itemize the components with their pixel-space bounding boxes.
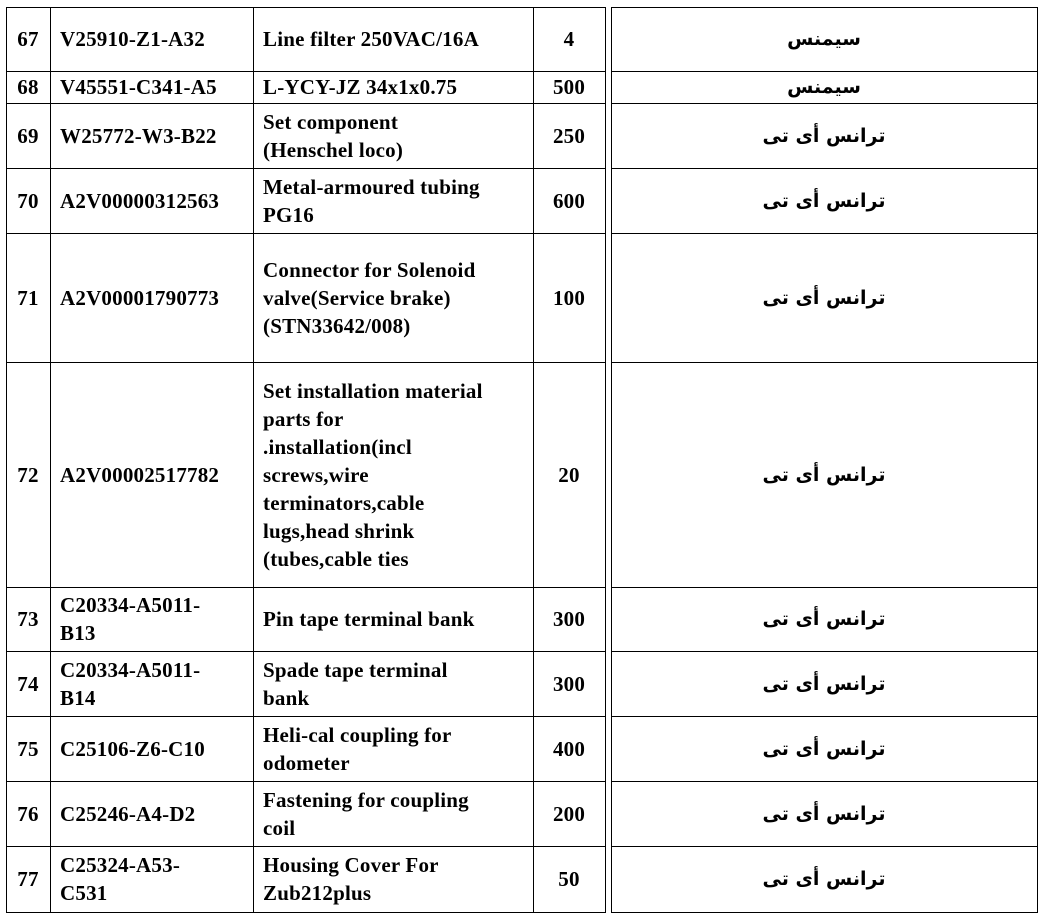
supplier-name: سیمنس	[787, 28, 861, 50]
description-text: Fastening for coupling coil	[263, 787, 469, 840]
description-cell	[253, 587, 533, 651]
row-number-cell	[6, 651, 50, 716]
description-text: Line filter 250VAC/16A	[263, 27, 479, 51]
table-horizontal-rule	[611, 362, 1038, 363]
quantity-cell	[533, 587, 605, 651]
table-vertical-rule	[50, 7, 51, 913]
row-number-text: 70	[17, 188, 39, 213]
table-horizontal-rule	[611, 168, 1038, 169]
table-horizontal-rule	[611, 103, 1038, 104]
row-number-text: 74	[17, 671, 39, 696]
supplier-name: ترانس أی تی	[762, 124, 886, 147]
supplier-name: ترانس أی تی	[762, 286, 886, 309]
table-horizontal-rule	[6, 233, 606, 234]
quantity-text: 20	[558, 462, 580, 487]
quantity-cell	[533, 781, 605, 846]
row-number-cell	[6, 168, 50, 233]
supplier-cell	[611, 71, 1037, 103]
part-code-text: C25106-Z6-C10	[60, 736, 205, 761]
description-text: L-YCY-JZ 34x1x0.75	[263, 75, 458, 99]
quantity-text: 200	[552, 801, 586, 826]
row-number-text: 75	[17, 736, 39, 761]
quantity-cell	[533, 362, 605, 587]
table-horizontal-rule	[6, 71, 606, 72]
supplier-cell	[611, 233, 1037, 362]
supplier-name: ترانس أی تی	[762, 672, 886, 695]
description-cell	[253, 362, 533, 587]
supplier-name: ترانس أی تی	[762, 868, 886, 890]
part-code-cell	[50, 781, 253, 846]
supplier-cell	[611, 362, 1037, 587]
supplier-cell	[611, 651, 1037, 716]
table-vertical-rule	[611, 7, 612, 913]
table-horizontal-rule	[611, 716, 1038, 717]
description-cell	[253, 846, 533, 912]
supplier-name: ترانس أی تی	[762, 189, 886, 212]
supplier-name: ترانس أی تی	[762, 463, 886, 486]
row-number-cell	[6, 716, 50, 781]
table-horizontal-rule	[6, 587, 606, 588]
table-horizontal-rule	[6, 362, 606, 363]
description-cell	[253, 781, 533, 846]
part-code-cell	[50, 168, 253, 233]
row-number-text: 68	[17, 75, 39, 99]
description-cell	[253, 103, 533, 168]
quantity-text: 100	[552, 285, 586, 310]
quantity-cell	[533, 71, 605, 103]
description-text: Metal-armoured tubing PG16	[263, 174, 480, 227]
quantity-text: 300	[552, 671, 586, 696]
quantity-text: 50	[558, 867, 580, 891]
part-code-cell	[50, 233, 253, 362]
quantity-text: 400	[552, 736, 586, 761]
part-code-cell	[50, 71, 253, 103]
part-code-text: C20334-A5011- B14	[60, 657, 201, 710]
part-code-text: W25772-W3-B22	[60, 123, 217, 148]
part-code-text: C25246-A4-D2	[60, 801, 196, 826]
quantity-text: 250	[552, 123, 586, 148]
table-horizontal-rule	[611, 781, 1038, 782]
table-horizontal-rule	[611, 587, 1038, 588]
supplier-name: ترانس أی تی	[762, 608, 886, 630]
table-horizontal-rule	[6, 103, 606, 104]
supplier-cell	[611, 103, 1037, 168]
table-horizontal-rule	[6, 846, 606, 847]
row-number-text: 69	[17, 123, 39, 148]
part-code-text: V25910-Z1-A32	[60, 27, 205, 51]
quantity-cell	[533, 168, 605, 233]
row-number-text: 72	[17, 462, 39, 487]
quantity-text: 600	[552, 188, 586, 213]
description-text: Set component (Henschel loco)	[263, 109, 404, 162]
supplier-cell	[611, 168, 1037, 233]
supplier-name: ترانس أی تی	[762, 802, 886, 825]
description-cell	[253, 233, 533, 362]
part-code-cell	[50, 587, 253, 651]
row-number-cell	[6, 71, 50, 103]
quantity-cell	[533, 7, 605, 71]
row-number-cell	[6, 587, 50, 651]
table-horizontal-rule	[611, 912, 1038, 913]
table-vertical-rule	[253, 7, 254, 913]
part-code-text: A2V00000312563	[60, 188, 220, 213]
quantity-cell	[533, 233, 605, 362]
quantity-text: 500	[552, 75, 586, 99]
table-horizontal-rule	[6, 7, 606, 8]
description-cell	[253, 168, 533, 233]
row-number-cell	[6, 781, 50, 846]
row-number-text: 67	[17, 27, 39, 51]
table-horizontal-rule	[6, 781, 606, 782]
description-cell	[253, 716, 533, 781]
part-code-text: V45551-C341-A5	[60, 75, 217, 99]
row-number-cell	[6, 233, 50, 362]
table-horizontal-rule	[611, 651, 1038, 652]
supplier-cell	[611, 846, 1037, 912]
quantity-cell	[533, 103, 605, 168]
table-vertical-rule	[6, 7, 7, 913]
row-number-text: 71	[17, 285, 39, 310]
part-code-cell	[50, 651, 253, 716]
quantity-cell	[533, 716, 605, 781]
part-code-text: C25324-A53- C531	[60, 853, 181, 905]
table-vertical-rule	[1037, 7, 1038, 913]
quantity-text: 300	[552, 607, 586, 631]
part-code-cell	[50, 846, 253, 912]
table-horizontal-rule	[6, 168, 606, 169]
table-horizontal-rule	[6, 912, 606, 913]
part-code-cell	[50, 362, 253, 587]
description-cell	[253, 71, 533, 103]
row-number-cell	[6, 7, 50, 71]
part-code-text: A2V00001790773	[60, 285, 220, 310]
row-number-text: 76	[17, 801, 39, 826]
description-cell	[253, 651, 533, 716]
table-horizontal-rule	[611, 846, 1038, 847]
supplier-name: سیمنس	[787, 76, 861, 98]
table-horizontal-rule	[6, 716, 606, 717]
table-horizontal-rule	[611, 7, 1038, 8]
quantity-text: 4	[563, 27, 575, 51]
description-text: Set installation material parts for .installation(incl screws,wire terminators,cable lugs,head shrink (tubes,cable ties	[263, 378, 483, 571]
part-code-cell	[50, 7, 253, 71]
supplier-cell	[611, 587, 1037, 651]
supplier-cell	[611, 7, 1037, 71]
description-cell	[253, 7, 533, 71]
description-text: Heli-cal coupling for odometer	[263, 722, 452, 775]
part-code-cell	[50, 716, 253, 781]
row-number-text: 77	[17, 867, 39, 891]
description-text: Spade tape terminal bank	[263, 657, 448, 710]
quantity-cell	[533, 651, 605, 716]
supplier-cell	[611, 716, 1037, 781]
description-text: Pin tape terminal bank	[263, 607, 475, 631]
row-number-cell	[6, 362, 50, 587]
row-number-cell	[6, 103, 50, 168]
table-horizontal-rule	[6, 651, 606, 652]
table-vertical-rule	[533, 7, 534, 913]
supplier-cell	[611, 781, 1037, 846]
part-code-text: A2V00002517782	[60, 462, 220, 487]
row-number-cell	[6, 846, 50, 912]
part-code-text: C20334-A5011- B13	[60, 593, 201, 645]
description-text: Housing Cover For Zub212plus	[263, 853, 439, 905]
table-horizontal-rule	[611, 233, 1038, 234]
description-text: Connector for Solenoid valve(Service brake) (STN33642/008)	[263, 257, 476, 338]
table-horizontal-rule	[611, 71, 1038, 72]
quantity-cell	[533, 846, 605, 912]
part-code-cell	[50, 103, 253, 168]
table-vertical-rule	[605, 7, 606, 913]
supplier-name: ترانس أی تی	[762, 737, 886, 760]
row-number-text: 73	[17, 607, 39, 631]
